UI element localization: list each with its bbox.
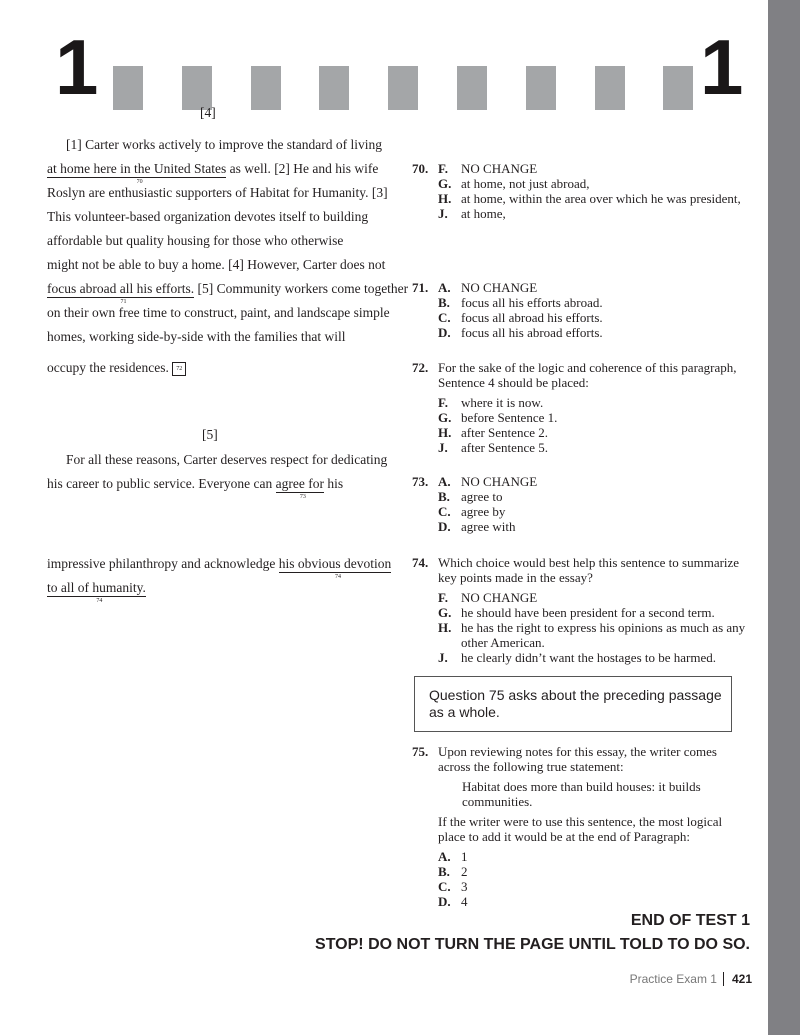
divider-square [457, 66, 487, 110]
answer-option[interactable]: F. NO CHANGE [438, 590, 538, 605]
answer-option[interactable]: C. agree by [438, 504, 506, 519]
passage-line: his career to public service. Everyone can agree for 73 his [47, 476, 344, 500]
answer-option[interactable]: A. 1 [438, 849, 468, 864]
divider-square [113, 66, 143, 110]
passage-line: on their own free time to construct, paint, and landscape simple [47, 305, 390, 320]
answer-option[interactable]: B. agree to [438, 489, 503, 504]
divider-square [182, 66, 212, 110]
underlined-74: his obvious devotion 74 [278, 556, 392, 580]
divider-square [319, 66, 349, 110]
answer-option[interactable]: B. 2 [438, 864, 468, 879]
question-box-72: 72 [172, 362, 186, 376]
answer-option[interactable]: D. focus all his abroad efforts. [438, 325, 603, 340]
question-number: 71. [412, 280, 429, 295]
answer-option[interactable]: J. after Sentence 5. [438, 440, 548, 455]
underlined-74: to all of humanity. 74 [47, 580, 146, 604]
passage-line: Roslyn are enthusiastic supporters of Habitat for Humanity. [3] [47, 185, 388, 200]
page-number: 421 [723, 972, 752, 986]
answer-option[interactable]: H. at home, within the area over which he was president, [438, 191, 741, 206]
paragraph-heading: [5] [202, 427, 218, 442]
page-footer: Practice Exam 1 421 [629, 972, 752, 986]
passage-line: For all these reasons, Carter deserves respect for dedicating [66, 452, 388, 467]
answer-option[interactable]: H. he has the right to express his opinions as much as any other American. [438, 620, 746, 650]
answer-option[interactable]: G. at home, not just abroad, [438, 176, 590, 191]
question-number: 74. [412, 555, 429, 570]
question-75 [412, 744, 752, 909]
answer-option[interactable]: J. at home, [438, 206, 506, 221]
answer-option[interactable]: B. focus all his efforts abroad. [438, 295, 603, 310]
answer-option[interactable]: C. 3 [438, 879, 468, 894]
question-number: 70. [412, 161, 429, 176]
section-number-right: 1 [700, 23, 744, 111]
question-stem: Upon reviewing notes for this essay, the writer comes across the following true statement: [438, 744, 717, 774]
passage-line: [1] Carter works actively to improve the standard of living [66, 137, 383, 152]
question-stem: For the sake of the logic and coherence of this paragraph, Sentence 4 should be placed: [438, 360, 737, 390]
end-of-test: END OF TEST 1 [630, 912, 750, 929]
question-72 [412, 360, 752, 455]
answer-option[interactable]: G. before Sentence 1. [438, 410, 558, 425]
passage-line: might not be able to buy a home. [4] However, Carter does not [47, 257, 386, 272]
question-70 [412, 161, 752, 221]
passage-line: at home here in the United States 70 as well. [2] He and his wife [47, 161, 379, 185]
question-stem: If the writer were to use this sentence, the most logical place to add it would be at the end of Paragraph: [438, 814, 723, 844]
answer-option[interactable]: D. agree with [438, 519, 516, 534]
divider-square [595, 66, 625, 110]
page-edge-tab [768, 0, 800, 1035]
answer-option[interactable]: A. NO CHANGE [438, 280, 538, 295]
answer-option[interactable]: C. focus all abroad his efforts. [438, 310, 603, 325]
answer-option[interactable]: D. 4 [438, 894, 468, 909]
answer-option[interactable]: H. after Sentence 2. [438, 425, 548, 440]
section-number-left: 1 [55, 23, 99, 111]
answer-option[interactable]: A. NO CHANGE [438, 474, 538, 489]
underlined-70: at home here in the United States 70 [47, 161, 227, 185]
answer-option[interactable]: F. NO CHANGE [438, 161, 538, 176]
stop-notice: STOP! DO NOT TURN THE PAGE UNTIL TOLD TO DO SO. [315, 936, 750, 953]
question-73 [412, 474, 752, 534]
question-number: 73. [412, 474, 429, 489]
answer-option[interactable]: G. he should have been president for a second term. [438, 605, 715, 620]
paragraph-heading: [4] [200, 105, 216, 120]
passage-line: focus abroad all his efforts. 71 [5] Community workers come together [47, 281, 409, 305]
divider-square [251, 66, 281, 110]
answer-option[interactable]: F. where it is now. [438, 395, 544, 410]
divider-square [388, 66, 418, 110]
passage-line: affordable but quality housing for those who otherwise [47, 233, 344, 248]
question-74 [412, 555, 752, 665]
passage-line: occupy the residences. 72 [47, 360, 186, 376]
underlined-71: focus abroad all his efforts. 71 [47, 281, 195, 305]
question-71 [412, 280, 752, 340]
underlined-73: agree for 73 [275, 476, 324, 500]
passage-line: impressive philanthropy and acknowledge his obvious devotion 74 [47, 556, 392, 580]
question-number: 75. [412, 744, 429, 759]
quoted-statement: Habitat does more than build houses: it builds communities. [462, 779, 701, 809]
passage-line: This volunteer-based organization devotes itself to building [47, 209, 369, 224]
divider-square [663, 66, 693, 110]
passage-line [47, 580, 146, 604]
divider-square [526, 66, 556, 110]
question-stem: Which choice would best help this sentence to summarize key points made in the essay? [438, 555, 740, 585]
question-number: 72. [412, 360, 429, 375]
section-note: Question 75 asks about the preceding passage as a whole. [414, 676, 732, 732]
answer-option[interactable]: J. he clearly didn’t want the hostages to be harmed. [438, 650, 716, 665]
passage-line: homes, working side-by-side with the families that will [47, 329, 346, 344]
